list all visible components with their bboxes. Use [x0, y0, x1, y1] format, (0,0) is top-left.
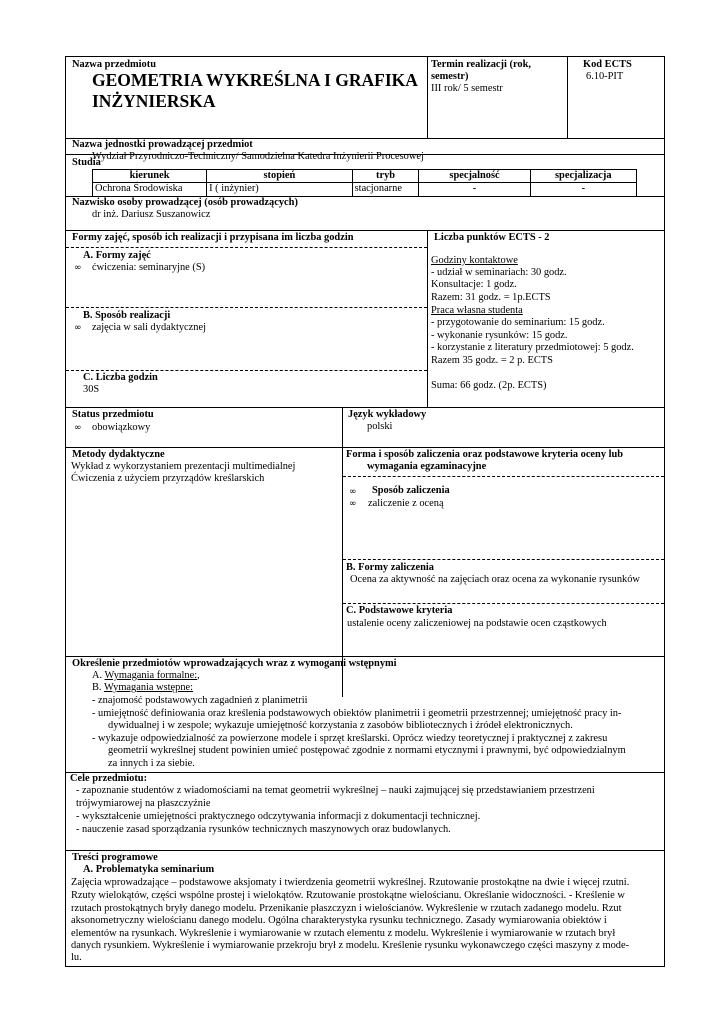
ects-contact-2: Konsultacje: 1 godz.: [431, 279, 517, 290]
forms-dash-3: [66, 370, 427, 371]
content-a-label: A. Problematyka seminarium: [83, 864, 215, 875]
instructors-label: Nazwisko osoby prowadzącej (osób prowadzących): [72, 197, 298, 208]
goals-item-3: - nauczenie zasad sporządzania rysunków technicznych maszynowych oraz budowlanych.: [76, 824, 451, 835]
ects-code-value: 6.10-PIT: [586, 71, 624, 82]
ects-total: Suma: 66 godz. (2p. ECTS): [431, 380, 547, 391]
forms-b-label: B. Sposób realizacji: [83, 310, 171, 321]
prereq-item-2-line2: dywidualnej i w zespole; wykazuje umiejętność korzystania z zasobów bibliotecznych i źródeł elektronicznych.: [108, 720, 573, 731]
language-label: Język wykładowy: [348, 409, 427, 420]
forms-label: Formy zajęć, sposób ich realizacji i przypisana im liczba godzin: [72, 232, 354, 243]
subject-title-line2: INŻYNIERSKA: [92, 91, 216, 111]
studies-cell-specjalizacja: -: [530, 183, 636, 196]
ects-contact-sum: Razem: 31 godz. = 1p.ECTS: [431, 292, 551, 303]
ects-label: Liczba punktów ECTS - 2: [434, 232, 550, 243]
forms-b-bullet-icon: ∞: [74, 323, 82, 333]
header-divider-1: [427, 56, 428, 139]
assessment-c-label: C. Podstawowe kryteria: [346, 605, 453, 616]
prereq-item-3-line2: geometrii wykreślnej student powinien umieć postępować zgodnie z normami etycznymi i prawnymi, być odpowiedzialnym: [108, 745, 626, 756]
prereq-b: [92, 682, 193, 694]
prereq-a-suffix: ,: [197, 670, 200, 681]
assessment-label-line2: wymagania egzaminacyjne: [367, 461, 487, 472]
prereq-a: [92, 670, 200, 682]
content-line-5: elementów na rysunkach. Wykreślenie i wymiarowanie w rzutach elementu z modelu. Wykreślenie i wymiarowanie w rzutach brył: [71, 928, 616, 939]
prereq-a-prefix: A.: [92, 670, 103, 681]
forms-b-item: zajęcia w sali dydaktycznej: [92, 322, 206, 333]
prereq-b-label: Wymagania wstępne:: [103, 682, 194, 693]
forms-dash-1: [66, 247, 427, 248]
content-line-6: danych rysunkiem. Wykreślenie i wymiarowanie przekroju brył z modelu. Kreślenie rysunku wykonawczego części maszyny z mode-: [71, 940, 630, 951]
content-line-3: rzutach prostokątnych bryły danego modelu. Przenikanie płaszczyzn i wielościanów. Wykreślenie w rzutach zadanego modelu. Rzut: [71, 903, 622, 914]
ects-contact-label: Godziny kontaktowe: [431, 255, 518, 266]
studies-col-specjalizacja: specjalizacja: [530, 170, 636, 183]
content-line-7: lu.: [71, 952, 82, 963]
prereq-item-3-line1: - wykazuje odpowiedzialność za powierzone modele i sprzęt kreślarski. Oprócz wiedzy teoretycznej i praktycznej z zakresu: [92, 733, 608, 744]
assessment-label-line1: Forma i sposób zaliczenia oraz podstawowe kryteria oceny lub: [346, 449, 624, 460]
goals-item-2: - wykształcenie umiejętności praktycznego odczytywania informacji z dokumentacji technicznej.: [76, 811, 481, 822]
forms-divider: [427, 230, 428, 408]
term-label-line1: Termin realizacji (rok,: [431, 59, 531, 70]
ects-code-label: Kod ECTS: [583, 59, 632, 70]
assessment-dash-3: [343, 603, 664, 604]
assessment-a-item: zaliczenie z oceną: [368, 498, 444, 509]
forms-a-bullet-icon: ∞: [74, 263, 82, 273]
ects-contact-1: - udział w seminariach: 30 godz.: [431, 267, 567, 278]
assessment-b-value: Ocena za aktywność na zajęciach oraz ocena za wykonanie rysunków: [350, 574, 640, 585]
methods-line-2: Ćwiczenia z użyciem przyrządów kreślarskich: [71, 473, 265, 484]
term-value: III rok/ 5 semestr: [431, 83, 503, 94]
subject-label: Nazwa przedmiotu: [72, 59, 156, 70]
forms-c-value: 30S: [83, 384, 100, 395]
studies-col-tryb: tryb: [352, 170, 419, 183]
assessment-a-bullet-icon: ∞: [349, 487, 357, 497]
ects-own-3: - korzystanie z literatury przedmiotowej: 5 godz.: [431, 342, 634, 353]
instructors-value: dr inż. Dariusz Suszanowicz: [92, 209, 211, 220]
studies-col-specjalnosc: specjalność: [419, 170, 530, 183]
forms-dash-2: [66, 307, 427, 308]
studies-cell-tryb: stacjonarne: [352, 183, 419, 196]
ects-own-2: - wykonanie rysunków: 15 godz.: [431, 330, 568, 341]
content-line-1: Zajęcia wprowadzające – podstawowe aksjomaty i twierdzenia geometrii wykreślnej. Rzutowanie prostokątne na dwie i więcej rzutni.: [71, 877, 630, 888]
subject-title-line1: GEOMETRIA WYKREŚLNA I GRAFIKA: [92, 70, 418, 90]
assessment-a-item-bullet-icon: ∞: [349, 499, 357, 509]
assessment-c-value: ustalenie oceny zaliczeniowej na podstawie ocen cząstkowych: [347, 618, 607, 629]
content-line-4: aksonometryczny wielościanu danego modelu. Ogólna charakterystyka rysunku technicznego. Zasady wymiarowania obiektów i: [71, 915, 607, 926]
ects-own-label: Praca własna studenta: [431, 305, 523, 316]
forms-a-item: ćwiczenia: seminaryjne (S): [92, 262, 206, 273]
prereq-a-label: Wymagania formalne:: [104, 670, 198, 681]
forms-a-label: A. Formy zajęć: [83, 250, 151, 261]
forms-c-label: C. Liczba godzin: [83, 372, 158, 383]
prereq-item-2-line1: - umiejętność definiowania oraz kreślenia podstawowych obiektów planimetrii i geometrii przestrzennej; umiejętność pracy in-: [92, 708, 622, 719]
prereq-item-1: - znajomość podstawowych zagadnień z planimetrii: [92, 695, 308, 706]
status-label: Status przedmiotu: [72, 409, 154, 420]
prereq-label: Określenie przedmiotów wprowadzających wraz z wymogami wstępnymi: [72, 658, 397, 669]
assessment-a-label: Sposób zaliczenia: [372, 485, 450, 496]
goals-label: Cele przedmiotu:: [70, 773, 148, 784]
studies-col-kierunek: kierunek: [93, 170, 207, 183]
unit-section-body: [65, 138, 665, 155]
assessment-dash-2: [343, 559, 664, 560]
studies-col-stopien: stopień: [207, 170, 353, 183]
studies-cell-kierunek: Ochrona Środowiska: [93, 183, 207, 196]
ects-own-1: - przygotowanie do seminarium: 15 godz.: [431, 317, 605, 328]
methods-label: Metody dydaktyczne: [72, 449, 165, 460]
prereq-item-3-line3: za innych i za siebie.: [108, 758, 195, 769]
status-value: obowiązkowy: [92, 422, 151, 433]
term-label-line2: semestr): [431, 71, 469, 82]
prereq-b-prefix: B.: [92, 682, 102, 693]
ects-own-sum: Razem 35 godz. = 2 p. ECTS: [431, 355, 553, 366]
unit-value: Wydział Przyrodniczo-Techniczny/ Samodzielna Katedra Inżynierii Procesowej: [92, 151, 424, 162]
goals-item-1-line1: - zapoznanie studentów z wiadomościami na temat geometrii wykreślnej – nauki zajmującej się przedstawianiem przestrzeni: [76, 785, 595, 796]
assessment-dash-1: [343, 476, 664, 477]
status-bullet-icon: ∞: [74, 423, 82, 433]
content-line-2: Rzuty wielokątów, części wspólne prostej i wielokątów. Rzutowanie prostokątne wielościanu. Określanie widoczności. - Kreślenie w: [71, 890, 625, 901]
studies-cell-specjalnosc: -: [419, 183, 530, 196]
header-divider-2: [567, 56, 568, 139]
assessment-b-label: B. Formy zaliczenia: [346, 562, 435, 573]
studies-label: Studia: [72, 157, 101, 168]
unit-label: Nazwa jednostki prowadzącej przedmiot: [72, 139, 253, 150]
language-value: polski: [367, 421, 393, 432]
goals-item-1-line2: trójwymiarowej na płaszczyźnie: [76, 798, 211, 809]
studies-cell-stopien: I ( inżynier): [207, 183, 353, 196]
content-label: Treści programowe: [72, 852, 158, 863]
methods-line-1: Wykład z wykorzystaniem prezentacji multimedialnej: [71, 461, 296, 472]
studies-table: [92, 169, 637, 197]
